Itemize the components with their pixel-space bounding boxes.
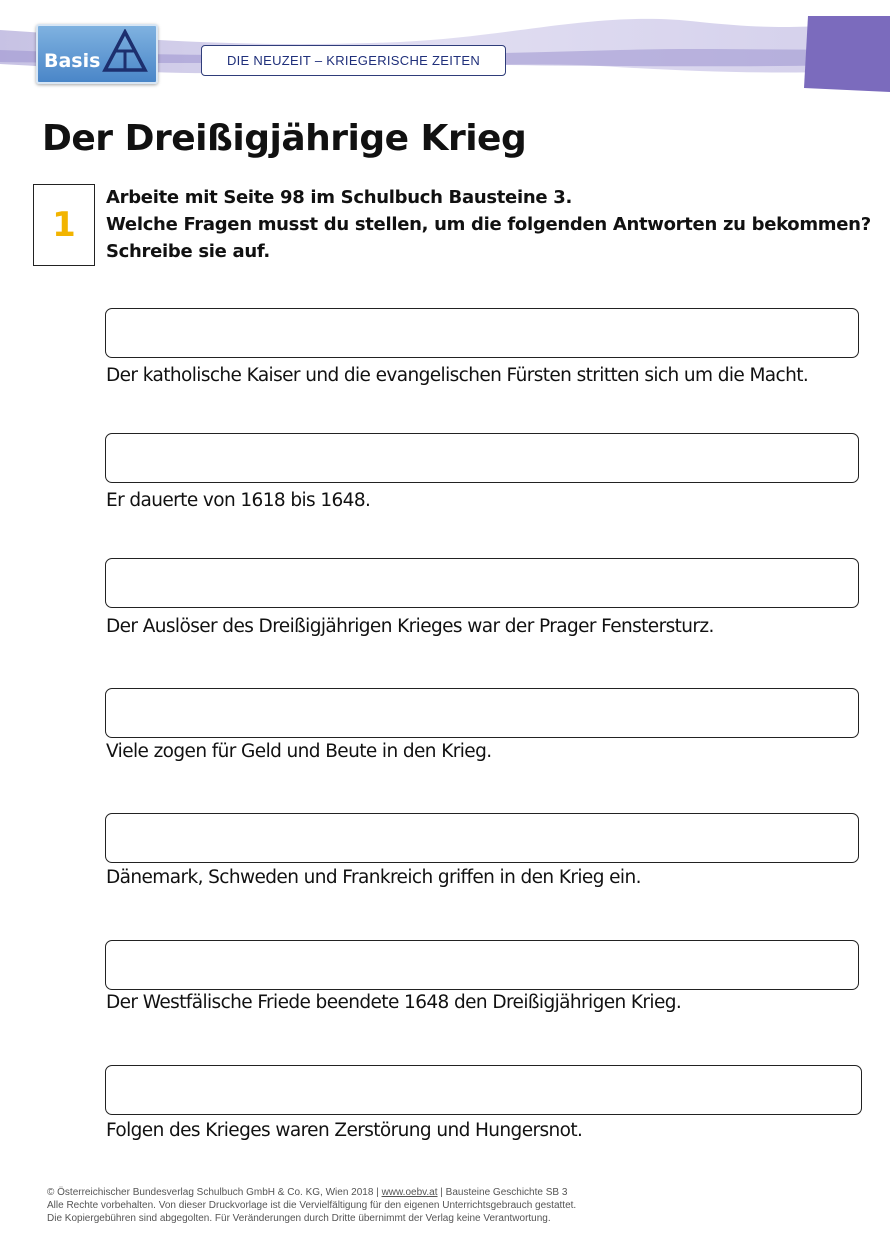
task-number-box [33, 184, 95, 266]
footer-copyright [47, 1186, 576, 1225]
task-number: 1 [52, 205, 76, 245]
answer-text: Der katholische Kaiser und die evangelischen Fürsten stritten sich um die Macht. [106, 365, 809, 386]
triangle-icon [102, 29, 148, 73]
logo-text: Basis [44, 50, 101, 72]
footer-book: | Bausteine Geschichte SB 3 [437, 1187, 568, 1198]
basis-logo [36, 24, 158, 84]
answer-text: Dänemark, Schweden und Frankreich griffen in den Krieg ein. [106, 867, 641, 888]
question-input-box[interactable] [105, 940, 859, 990]
corner-tab-decoration [802, 14, 890, 92]
instruction-line: Welche Fragen musst du stellen, um die folgenden Antworten zu bekommen? [106, 214, 871, 235]
question-input-box[interactable] [105, 688, 859, 738]
answer-text: Folgen des Krieges waren Zerstörung und Hungersnot. [106, 1120, 583, 1141]
footer-publisher: © Österreichischer Bundesverlag Schulbuch GmbH & Co. KG, Wien 2018 | [47, 1187, 382, 1198]
instruction-line: Schreibe sie auf. [106, 241, 270, 262]
topic-label: DIE NEUZEIT – KRIEGERISCHE ZEITEN [201, 45, 506, 76]
footer-disclaimer: Die Kopiergebühren sind abgegolten. Für Veränderungen durch Dritte übernimmt der Verlag keine Verantwortung. [47, 1213, 551, 1224]
question-input-box[interactable] [105, 433, 859, 483]
answer-text: Er dauerte von 1618 bis 1648. [106, 490, 371, 511]
answer-text: Der Auslöser des Dreißigjährigen Krieges war der Prager Fenstersturz. [106, 616, 714, 637]
publisher-link[interactable]: www.oebv.at [381, 1187, 438, 1198]
task-instructions [106, 184, 871, 265]
answer-text: Viele zogen für Geld und Beute in den Krieg. [106, 741, 492, 762]
question-input-box[interactable] [105, 558, 859, 608]
page-title: Der Dreißigjährige Krieg [42, 118, 527, 159]
question-input-box[interactable] [105, 1065, 862, 1115]
instruction-line: Arbeite mit Seite 98 im Schulbuch Bausteine 3. [106, 187, 572, 208]
question-input-box[interactable] [105, 813, 859, 863]
question-input-box[interactable] [105, 308, 859, 358]
answer-text: Der Westfälische Friede beendete 1648 den Dreißigjährigen Krieg. [106, 992, 682, 1013]
footer-rights: Alle Rechte vorbehalten. Von dieser Druckvorlage ist die Vervielfältigung für den eigenen Unterrichtsgebrauch gestattet. [47, 1200, 577, 1211]
